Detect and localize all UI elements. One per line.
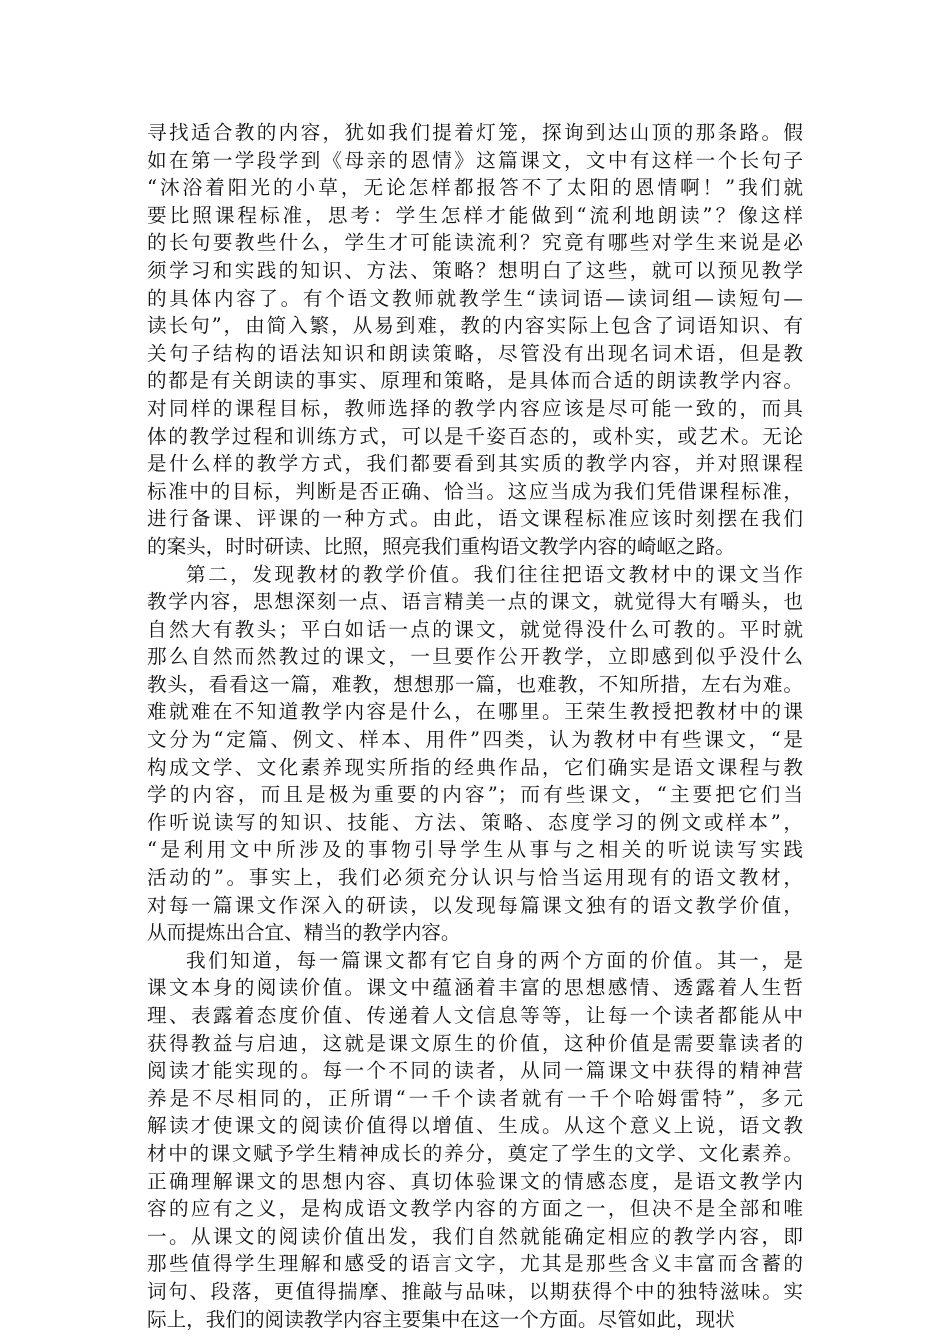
document-page — [147, 119, 803, 1333]
text-line: 如在第一学段学到《母亲的恩情》这篇课文，文中有这样一个长句子 — [147, 148, 803, 172]
text-line: 理、表露着态度价值、传递着人文信息等等，让每一个读者都能从中 — [147, 1004, 803, 1027]
text-line: 材中的课文赋予学生精神成长的养分，奠定了学生的文学、文化素养。 — [147, 1141, 803, 1165]
text-line: 寻找适合教的内容，犹如我们提着灯笼，探询到达山顶的那条路。假 — [147, 121, 803, 144]
text-line: 构成文学、文化素养现实所指的经典作品，它们确实是语文课程与教 — [147, 755, 803, 779]
paragraph-2 — [147, 561, 803, 947]
text-line: 正确理解课文的思想内容、真切体验课文的情感态度，是语文教学内 — [147, 1169, 803, 1193]
text-line: 课文本身的阅读价值。课文中蕴涵着丰富的思想感情、透露着人生哲 — [147, 976, 803, 1000]
text-line: 作听说读写的知识、技能、方法、策略、态度学习的例文或样本”， — [147, 810, 803, 834]
text-line: 我们知道，每一篇课文都有它自身的两个方面的价值。其一，是 — [186, 948, 803, 972]
text-line: 容的应有之义，是构成语文教学内容的方面之一，但决不是全部和唯 — [147, 1197, 803, 1221]
text-line: 读长句”，由简入繁，从易到难，教的内容实际上包含了词语知识、有 — [147, 314, 803, 338]
text-line: 的案头，时时研读、比照，照亮我们重构语文教学内容的崎岖之路。 — [147, 534, 735, 558]
text-line: 教学内容，思想深刻一点、语言精美一点的课文，就觉得大有嚼头，也 — [147, 590, 803, 614]
text-line: 词句、段落，更值得揣摩、推敲与品味，以期获得个中的独特滋味。实 — [147, 1279, 803, 1303]
text-line: 标准中的目标，判断是否正确、恰当。这应当成为我们凭借课程标准， — [147, 479, 803, 503]
text-line: 须学习和实践的知识、方法、策略？想明白了这些，就可以预见教学 — [147, 258, 803, 282]
text-line: 自然大有教头；平白如话一点的课文，就觉得没什么可教的。平时就 — [147, 617, 803, 641]
text-line: 的长句要教些什么，学生才可能读流利？究竟有哪些对学生来说是必 — [147, 231, 803, 255]
text-line: 关句子结构的语法知识和朗读策略，尽管没有出现名词术语，但是教 — [147, 341, 803, 365]
text-line: 对每一篇课文作深入的研读，以发现每篇课文独有的语文教学价值， — [147, 893, 803, 917]
text-line: “沐浴着阳光的小草，无论怎样都报答不了太阳的恩情啊！”我们就 — [147, 176, 803, 200]
text-line: 获得教益与启迪，这就是课文原生的价值，这种价值是需要靠读者的 — [147, 1031, 803, 1055]
text-line: 体的教学过程和训练方式，可以是千姿百态的，或朴实，或艺术。无论 — [147, 424, 803, 448]
paragraph-1 — [147, 119, 803, 561]
text-line: 的都是有关朗读的事实、原理和策略，是具体而合适的朗读教学内容。 — [147, 369, 803, 393]
text-line: “是利用文中所涉及的事物引导学生从事与之相关的听说读写实践 — [147, 838, 803, 862]
text-line: 的具体内容了。有个语文教师就教学生“读词语—读词组—读短句— — [147, 286, 803, 310]
text-line: 教头，看看这一篇，难教，想想那一篇，也难教，不知所措，左右为难。 — [147, 672, 803, 696]
text-line: 养是不尽相同的，正所谓“一千个读者就有一千个哈姆雷特”，多元 — [147, 1086, 803, 1110]
text-line: 对同样的课程目标，教师选择的教学内容应该是尽可能一致的，而具 — [147, 396, 803, 420]
text-line: 那些值得学生理解和感受的语言文字，尤其是那些含义丰富而含蓄的 — [147, 1252, 803, 1276]
text-line: 从而提炼出合宜、精当的教学内容。 — [147, 921, 461, 945]
text-line: 进行备课、评课的一种方式。由此，语文课程标准应该时刻摆在我们 — [147, 507, 803, 531]
text-line: 际上，我们的阅读教学内容主要集中在这一个方面。尽管如此，现状 — [147, 1307, 735, 1331]
text-line: 一。从课文的阅读价值出发，我们自然就能确定相应的教学内容，即 — [147, 1224, 803, 1248]
text-line: 学的内容，而且是极为重要的内容”；而有些课文，“主要把它们当 — [147, 783, 803, 807]
text-line: 那么自然而然教过的课文，一旦要作公开教学，立即感到似乎没什么 — [147, 645, 803, 669]
text-line: 第二，发现教材的教学价值。我们往往把语文教材中的课文当作 — [186, 562, 803, 586]
text-line: 活动的”。事实上，我们必须充分认识与恰当运用现有的语文教材， — [147, 866, 803, 890]
text-line: 是什么样的教学方式，我们都要看到其实质的教学内容，并对照课程 — [147, 452, 803, 476]
text-line: 阅读才能实现的。每一个不同的读者，从同一篇课文中获得的精神营 — [147, 1059, 803, 1083]
paragraph-3 — [147, 947, 803, 1333]
text-line: 文分为“定篇、例文、样本、用件”四类，认为教材中有些课文，“是 — [147, 728, 803, 752]
text-line: 解读才使课文的阅读价值得以增值、生成。从这个意义上说，语文教 — [147, 1114, 803, 1138]
text-line: 难就难在不知道教学内容是什么，在哪里。王荣生教授把教材中的课 — [147, 700, 803, 724]
text-line: 要比照课程标准，思考：学生怎样才能做到“流利地朗读”？像这样 — [147, 203, 803, 227]
